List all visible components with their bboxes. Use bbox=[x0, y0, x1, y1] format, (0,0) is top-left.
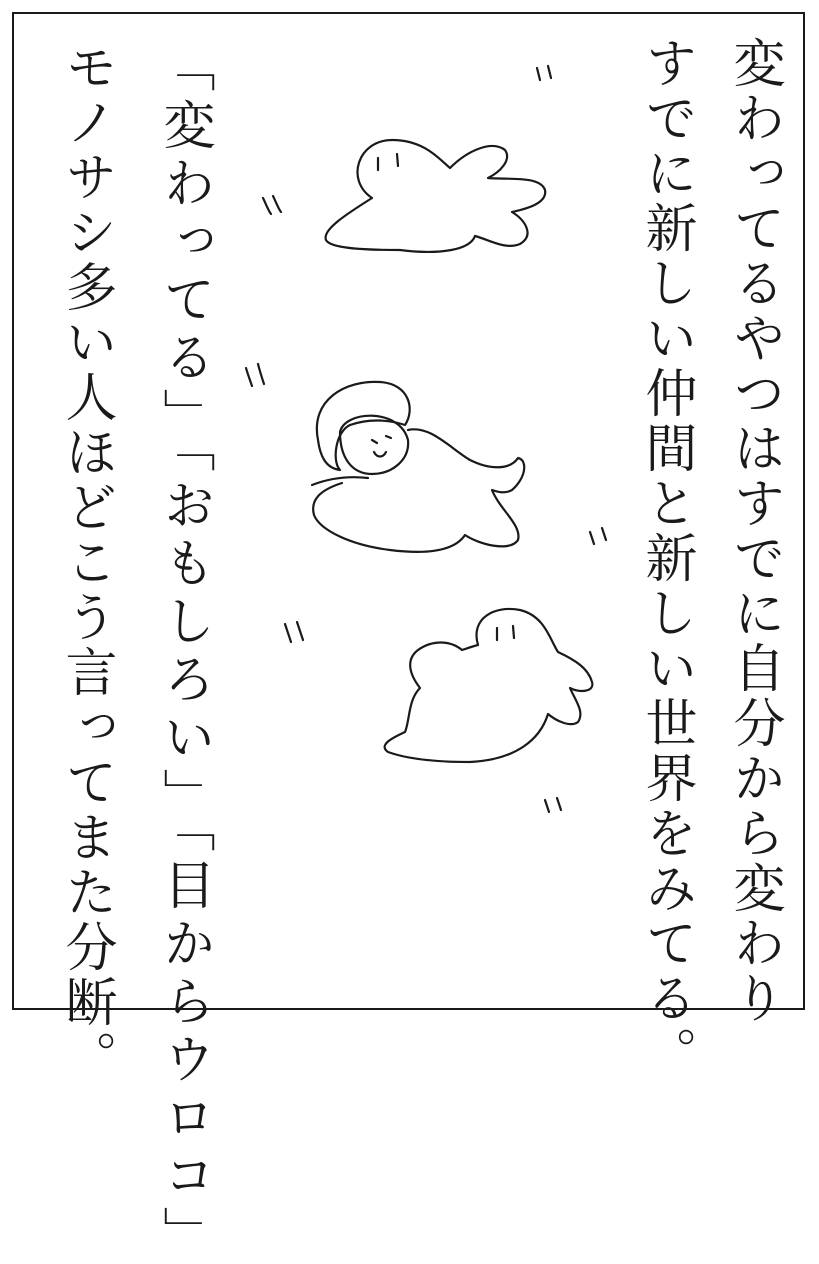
narration-line-3: 「変わってる」「おもしろい」「目からウロコ」 bbox=[154, 40, 214, 1264]
ghost-bottom bbox=[385, 609, 593, 762]
ghost-top bbox=[326, 140, 546, 252]
ditto-marks bbox=[246, 66, 606, 812]
narration-line-4: モノサシ多い人ほどこう言ってまた分断。 bbox=[56, 40, 116, 1085]
narration-line-2: すでに新しい仲間と新しい世界をみてる。 bbox=[636, 36, 696, 1081]
girl-with-ghost bbox=[312, 382, 524, 552]
narration-line-1: 変わってるやつはすでに自分から変わり bbox=[724, 36, 784, 1026]
